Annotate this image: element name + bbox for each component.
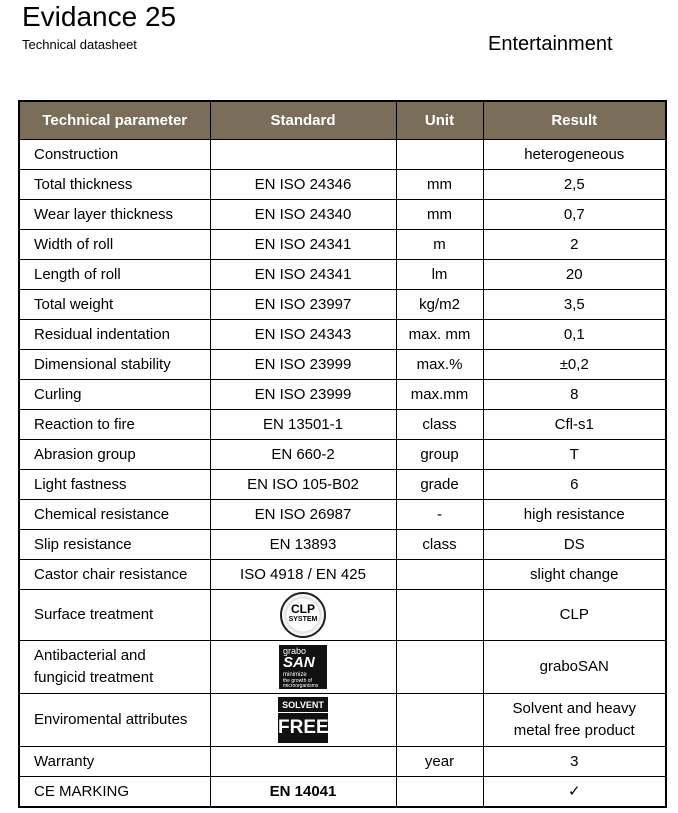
table-row (19, 380, 666, 410)
cell-result: ±0,2 (483, 350, 666, 380)
cell-standard: EN 13893 (210, 530, 396, 560)
technical-table (18, 100, 667, 808)
cell-result: T (483, 440, 666, 470)
cell-parameter: Surface treatment (19, 590, 210, 641)
cell-parameter: Curling (19, 380, 210, 410)
checkmark-icon: ✓ (483, 777, 666, 808)
table-row (19, 290, 666, 320)
table-row (19, 260, 666, 290)
cell-unit (396, 140, 483, 170)
table-row (19, 170, 666, 200)
table-row (19, 530, 666, 560)
cell-standard: ISO 4918 / EN 425 (210, 560, 396, 590)
cell-result: heterogeneous (483, 140, 666, 170)
cell-parameter: Reaction to fire (19, 410, 210, 440)
cell-result: slight change (483, 560, 666, 590)
cell-result: CLP (483, 590, 666, 641)
param-line-1: Antibacterial and (34, 647, 146, 664)
cell-parameter: Total weight (19, 290, 210, 320)
cell-standard: EN 13501-1 (210, 410, 396, 440)
cell-unit (396, 560, 483, 590)
cell-result: 2 (483, 230, 666, 260)
cell-parameter: Enviromental attributes (19, 694, 210, 747)
column-header-result: Result (483, 101, 666, 140)
table-row-surface-treatment (19, 590, 666, 641)
cell-standard: EN ISO 23999 (210, 380, 396, 410)
cell-standard: EN ISO 23999 (210, 350, 396, 380)
cell-result: Cfl-s1 (483, 410, 666, 440)
table-body (19, 140, 666, 808)
cell-standard: EN ISO 24341 (210, 230, 396, 260)
cell-parameter (19, 641, 210, 694)
table-row (19, 140, 666, 170)
cell-result: high resistance (483, 500, 666, 530)
cell-parameter: Wear layer thickness (19, 200, 210, 230)
result-line-1: Solvent and heavy (512, 700, 636, 717)
cell-standard (210, 140, 396, 170)
cell-result: DS (483, 530, 666, 560)
table-row (19, 470, 666, 500)
cell-result: 6 (483, 470, 666, 500)
cell-parameter: CE MARKING (19, 777, 210, 808)
table-row (19, 410, 666, 440)
cell-standard: EN ISO 24343 (210, 320, 396, 350)
cell-unit: lm (396, 260, 483, 290)
cell-unit: m (396, 230, 483, 260)
cell-standard: EN ISO 24341 (210, 260, 396, 290)
cell-result: 20 (483, 260, 666, 290)
column-header-unit: Unit (396, 101, 483, 140)
cell-parameter: Chemical resistance (19, 500, 210, 530)
cell-unit: - (396, 500, 483, 530)
cell-unit: grade (396, 470, 483, 500)
table-row (19, 200, 666, 230)
table-row-antibacterial (19, 641, 666, 694)
cell-unit (396, 641, 483, 694)
cell-standard (210, 694, 396, 747)
param-line-2: fungicid treatment (34, 669, 154, 686)
cell-parameter: Residual indentation (19, 320, 210, 350)
cell-standard: EN ISO 105-B02 (210, 470, 396, 500)
result-line-2: metal free product (513, 722, 635, 739)
cell-standard (210, 641, 396, 694)
table-row (19, 230, 666, 260)
cell-parameter: Construction (19, 140, 210, 170)
cell-result: 8 (483, 380, 666, 410)
cell-parameter: Dimensional stability (19, 350, 210, 380)
cell-parameter: Length of roll (19, 260, 210, 290)
cell-unit: mm (396, 200, 483, 230)
cell-unit (396, 694, 483, 747)
cell-unit (396, 777, 483, 808)
table-row-environmental (19, 694, 666, 747)
cell-result: graboSAN (483, 641, 666, 694)
cell-result: 2,5 (483, 170, 666, 200)
cell-unit (396, 590, 483, 641)
cell-unit: max.mm (396, 380, 483, 410)
page-title: Evidance 25 (22, 1, 177, 32)
clp-system-logo: CLP SYSTEM (280, 592, 326, 638)
column-header-standard: Standard (210, 101, 396, 140)
cell-standard: EN ISO 24340 (210, 200, 396, 230)
cell-standard (210, 747, 396, 777)
table-row (19, 320, 666, 350)
cell-parameter: Castor chair resistance (19, 560, 210, 590)
cell-parameter: Total thickness (19, 170, 210, 200)
cell-parameter: Slip resistance (19, 530, 210, 560)
cell-standard (210, 590, 396, 641)
table-row-warranty (19, 747, 666, 777)
cell-unit: kg/m2 (396, 290, 483, 320)
cell-standard: EN 14041 (210, 777, 396, 808)
cell-parameter: Abrasion group (19, 440, 210, 470)
cell-parameter: Light fastness (19, 470, 210, 500)
cell-parameter: Warranty (19, 747, 210, 777)
cell-standard: EN ISO 24346 (210, 170, 396, 200)
solvent-free-logo: SOLVENT FREE (278, 697, 328, 743)
table-row (19, 500, 666, 530)
cell-unit: class (396, 530, 483, 560)
table-row-ce-marking (19, 777, 666, 808)
cell-result: 0,1 (483, 320, 666, 350)
cell-result (483, 694, 666, 747)
cell-unit: max. mm (396, 320, 483, 350)
category-label: Entertainment (488, 33, 613, 55)
cell-unit: class (396, 410, 483, 440)
cell-unit: mm (396, 170, 483, 200)
table-row (19, 440, 666, 470)
table-row (19, 560, 666, 590)
table-header-row (19, 101, 666, 140)
cell-unit: group (396, 440, 483, 470)
cell-result: 3,5 (483, 290, 666, 320)
page-subtitle: Technical datasheet (22, 37, 137, 52)
column-header-parameter: Technical parameter (19, 101, 210, 140)
cell-result: 3 (483, 747, 666, 777)
cell-result: 0,7 (483, 200, 666, 230)
table-row (19, 350, 666, 380)
cell-standard: EN 660-2 (210, 440, 396, 470)
cell-unit: max.% (396, 350, 483, 380)
cell-parameter: Width of roll (19, 230, 210, 260)
cell-unit: year (396, 747, 483, 777)
cell-standard: EN ISO 26987 (210, 500, 396, 530)
grabosan-logo: grabo SAN minimize the growth of microorganisms (279, 645, 327, 689)
cell-standard: EN ISO 23997 (210, 290, 396, 320)
